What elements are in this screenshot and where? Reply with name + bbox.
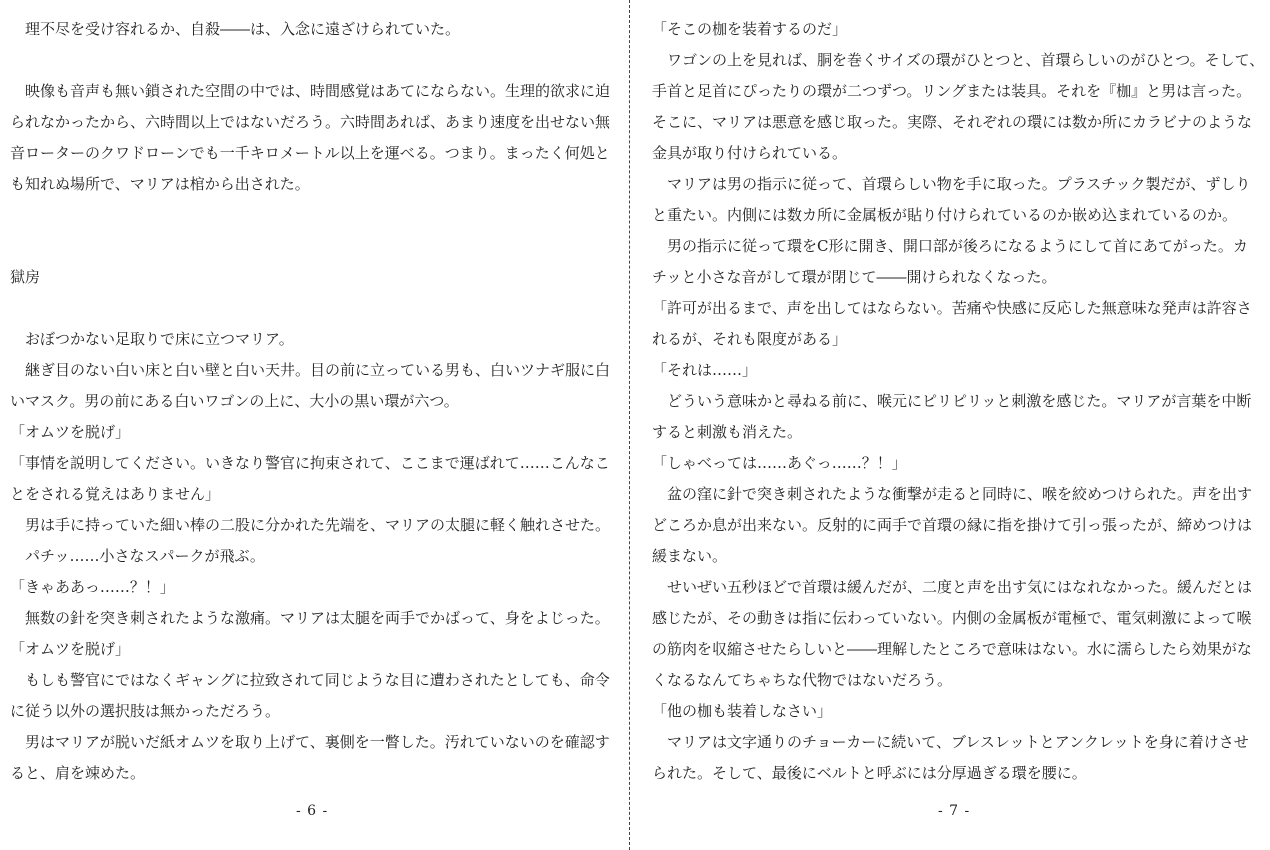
text-line: すると刺激も消えた。 — [652, 423, 803, 441]
text-line: 金具が取り付けられている。 — [652, 144, 848, 162]
text-line: ると、肩を竦めた。 — [10, 764, 146, 782]
text-line: 「オムツを脱げ」 — [10, 640, 131, 658]
text-line: も知れぬ場所で、マリアは棺から出された。 — [10, 175, 310, 193]
text-line: られた。そして、最後にベルトと呼ぶには分厚過ぎる環を腰に。 — [652, 764, 1087, 782]
text-line: 「オムツを脱げ」 — [10, 423, 131, 441]
left-page-body — [10, 14, 610, 789]
right-page-body — [652, 14, 1264, 789]
text-line: 無数の針を突き刺されたような激痛。マリアは太腿を両手でかばって、身をよじった。 — [10, 609, 610, 627]
text-line: 映像も音声も無い鎖された空間の中では、時間感覚はあてにならない。生理的欲求に迫 — [10, 82, 610, 100]
text-line: おぼつかない足取りで床に立つマリア。 — [10, 330, 294, 348]
text-line: いマスク。男の前にある白いワゴンの上に、大小の黒い環が六つ。 — [10, 392, 459, 410]
text-line: 継ぎ目のない白い床と白い壁と白い天井。目の前に立っている男も、白いツナギ服に白 — [10, 361, 610, 379]
text-line: くなるなんてちゃちな代物ではないだろう。 — [652, 671, 953, 689]
text-line — [10, 45, 610, 76]
text-line: 音ローターのクワドローンでも一千キロメートル以上を運べる。つまり。まったく何処と — [10, 144, 610, 162]
text-line: 緩まない。 — [652, 547, 728, 565]
page-number: - 6 - — [296, 803, 329, 819]
text-line: マリアは男の指示に従って、首環らしい物を手に取った。プラスチック製だが、ずしり — [652, 175, 1251, 193]
text-line: マリアは文字通りのチョーカーに続いて、ブレスレットとアンクレットを身に着けさせ — [652, 733, 1249, 751]
text-line: 男はマリアが脱いだ紙オムツを取り上げて、裏側を一瞥した。汚れていないのを確認す — [10, 733, 610, 751]
text-line: もしも警官にではなくギャングに拉致されて同じような目に遭わされたとしても、命令 — [10, 671, 610, 689]
text-line: どころか息が出来ない。反射的に両手で首環の縁に指を掛けて引っ張ったが、締めつけは — [652, 516, 1253, 534]
text-line: 男は手に持っていた細い棒の二股に分かれた先端を、マリアの太腿に軽く触れさせた。 — [10, 516, 610, 534]
section-heading: 獄房 — [10, 268, 41, 286]
text-line — [10, 293, 610, 324]
text-line: どういう意味かと尋ねる前に、喉元にピリピリッと刺激を感じた。マリアが言葉を中断 — [652, 392, 1252, 410]
text-line: 感じたが、その動きは指に伝わっていない。内側の金属板が電極で、電気刺激によって喉 — [652, 609, 1252, 627]
text-line: チッと小さな音がして環が閉じて――開けられなくなった。 — [652, 268, 1057, 286]
right-page — [640, 0, 1270, 850]
text-line: 手首と足首にぴったりの環が二つずつ。リングまたは装具。それを『枷』と男は言った。 — [652, 82, 1252, 100]
text-line: ワゴンの上を見れば、胴を巻くサイズの環がひとつと、首環らしいのがひとつ。そして、 — [652, 51, 1264, 69]
text-line: 「しゃべっては……あぐっ……？！」 — [652, 454, 907, 472]
text-line — [10, 200, 610, 231]
text-line: と重たい。内側には数カ所に金属板が貼り付けられているのか嵌め込まれているのか。 — [652, 206, 1238, 224]
text-line — [10, 231, 610, 262]
text-line: 「許可が出るまで、声を出してはならない。苦痛や快感に反応した無意味な発声は許容さ — [652, 299, 1252, 317]
page-divider — [629, 0, 630, 850]
text-line: パチッ……小さなスパークが飛ぶ。 — [10, 547, 265, 565]
text-line: 「きゃああっ……？！」 — [10, 578, 175, 596]
text-line: そこに、マリアは悪意を感じ取った。実際、それぞれの環には数か所にカラビナのような — [652, 113, 1253, 131]
text-line: せいぜい五秒ほどで首環は緩んだが、二度と声を出す気にはなれなかった。緩んだとは — [652, 578, 1253, 596]
text-line: 理不尽を受け容れるか、自殺――は、入念に遠ざけられていた。 — [10, 20, 461, 38]
left-page — [0, 0, 620, 850]
text-line: に従う以外の選択肢は無かっただろう。 — [10, 702, 281, 720]
text-line: 盆の窪に針で突き刺されたような衝撃が走ると同時に、喉を絞めつけられた。声を出す — [652, 485, 1253, 503]
text-line: 男の指示に従って環をC形に開き、開口部が後ろになるようにして首にあてがった。カ — [652, 237, 1248, 255]
text-line: の筋肉を収縮させたらしいと――理解したところで意味はない。水に濡らしたら効果がな — [652, 640, 1252, 658]
text-line: 「そこの枷を装着するのだ」 — [652, 20, 848, 38]
text-line: られなかったから、六時間以上ではないだろう。六時間あれば、あまり速度を出せない無 — [10, 113, 610, 131]
text-line: 「それは……」 — [652, 361, 758, 379]
text-line: 「他の枷も装着しなさい」 — [652, 702, 833, 720]
text-line: れるが、それも限度がある」 — [652, 330, 848, 348]
text-line: とをされる覚えはありません」 — [10, 485, 221, 503]
page-number: - 7 - — [938, 803, 971, 819]
text-line: 「事情を説明してください。いきなり警官に拘束されて、ここまで運ばれて……こんなこ — [10, 454, 610, 472]
